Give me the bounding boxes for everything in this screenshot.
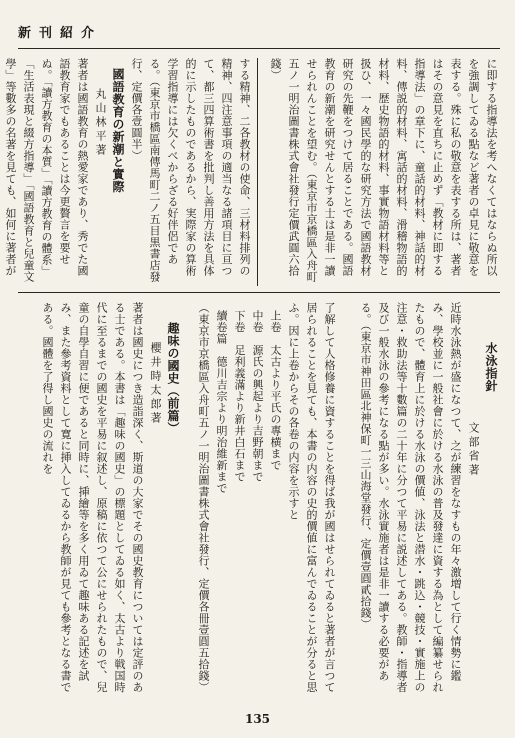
section-header: 新刊紹介 [18, 26, 103, 41]
volume-item: 下卷 足利義滿より新井白石まで [233, 310, 246, 483]
header-rule [18, 48, 500, 49]
publisher-info: （東京市京橋區入舟町五ノ一明治圖書株式會社發行、定價各冊壹圓五拾錢） [197, 302, 210, 693]
book-title: 水泳指針 [484, 342, 498, 392]
review-suiei-shishin [344, 302, 500, 700]
page-number: 135 [244, 712, 271, 726]
review-continuation-lower-middle [188, 302, 338, 700]
review-body-text: 了解して人格修養に資することを得ば我が國はせられてゐると著者が言つて居られることを見ても、本書の内容の史的價値に富んでゐることが分ると思ふ。因に上卷からその各卷の内容を示すと [287, 302, 336, 693]
volume-item: 中卷 源氏の興起より吉野朝まで [251, 310, 264, 483]
review-body-text: 著者は國語教育の熱愛家であり、秀でた國語教育家でもあることは今更贅言を要せぬ。「讀方教育の本質」「讀方教育の體系」「生活表現と綴方指導」「國語教育と兒童文學」等數多の名著を見ても、如何に著者が [4, 58, 89, 283]
book-title: 趣味の國史（前篇） [166, 322, 180, 435]
volume-item: 續卷篇 德川吉宗より明治維新まで [215, 310, 228, 494]
book-author: 文部省著 [467, 422, 480, 478]
review-shumi-no-kokushi [18, 302, 182, 700]
volume-item: 上卷 太古より平氏の專横まで [269, 310, 282, 471]
column-divider-upper [257, 58, 258, 286]
review-body-text: に即する指導法を考へなくてはならぬ所以を強調してゐる點など著者の卓見に敬意を表する。殊に私の敬意を表する所は、著者はその意見を直ちに止めず「教材に即する指導法」の章下に、童話的材料、神話的材料、傳説的材料、寓話的材料、滑稽物語的材料、歴史物語的材料、事實物語材料等と扱ひ、一々國民學的な研究方法で國語教材研究の先鞭をつけて居ることである。國語教育の新潮を研究せんとする士は是非一讀せられんことを望む。（東京市京橋區入舟町五ノ一明治圖書株式會社發行定價武圓六拾錢） [269, 58, 498, 283]
mid-page-rule [18, 292, 500, 293]
review-body-text: 著者は國史につき造詣深く、斯道の大家でその國史教育については定評のある士である。本書は「趣味の國史」の標題としてゐる如く、太古より戦国時代に至るまでの國史を平易に叙述し、原稿に依つて公にせられたもので、兒童の自學自習に便であると同時に、挿繪等を多く用ゐて趣味ある記述を試み、また參考資料として寛に挿入してゐるから教師が見ても參考となる書である。國體を了得し國史の流れを [41, 302, 144, 693]
book-title: 國語教育の新潮と實際 [111, 68, 125, 193]
review-intro-text: する精神、二各教材の使命、三材料排列の精神、四注意事項の適当なる諸項目に亘つて、都三四算術書を批判し善用方法を具体的に示したものであるから、実際家の算術学習指導には欠くべからざる好伴侶である。（東京市橋區南傳馬町二ノ五目黒書店發行、定價各壹圓半） [130, 58, 251, 283]
book-author: 櫻井時太郎著 [149, 342, 162, 426]
book-author: 丸山林平著 [94, 88, 107, 158]
review-kokugo-kyoiku [4, 58, 253, 286]
review-continuation-upper-right [263, 58, 500, 286]
review-body-text: 近時水泳熱が盛になつて、之が練習をなすもの年々激増して行く情勢に鑑み、學校並に一般社會に於ける水泳の普及發達に資する為として編纂せられたもので、體育上に於ける水泳の價値、泳法と潜水・跳込・競技・實施上の注意・救助法等十數篇の二十年に分つて平易に説述してある。教師・指導者及び一般水泳の參考になる點が多い。水泳實施者は是非一讀する必要がある。（東京市神田區北神保町一三山海堂發行、定價壹圓貳拾錢） [359, 302, 462, 693]
